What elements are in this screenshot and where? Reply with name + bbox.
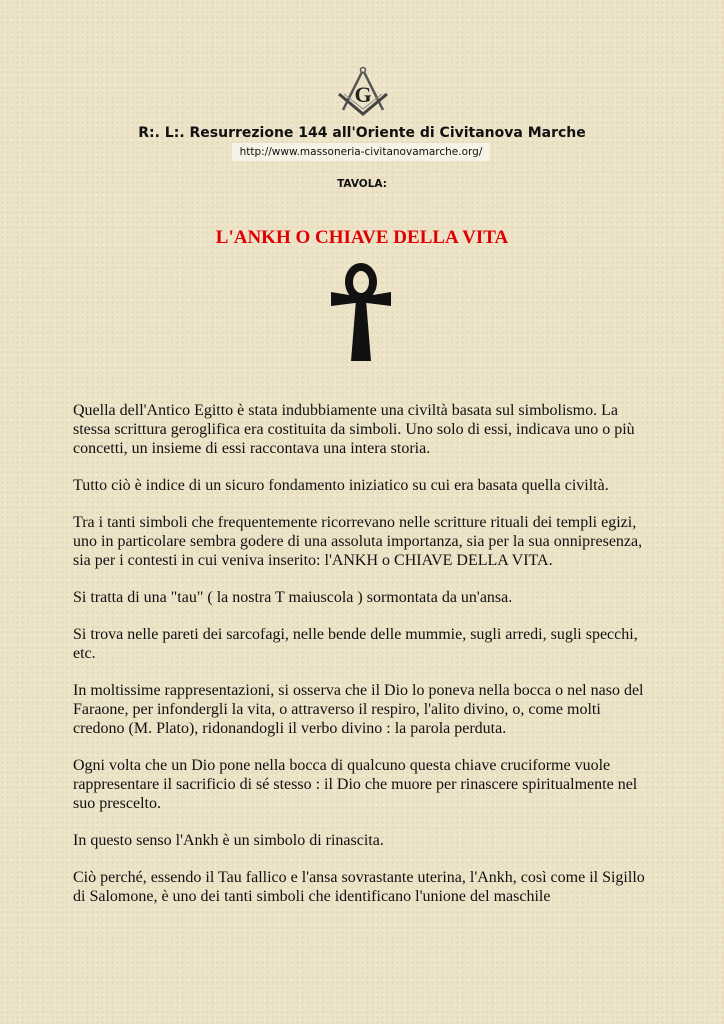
- paragraph: Si trova nelle pareti dei sarcofagi, nelle bende delle mummie, sugli arredi, sugli specchi, etc.: [73, 626, 638, 662]
- paragraph: Tra i tanti simboli che frequentemente ricorrevano nelle scritture rituali dei templi egizi, uno in particolare sembra godere di una assoluta importanza, sia per la sua onnipresenza, sia per i contesti in cui veniva inserito: l'ANKH o CHIAVE DELLA VITA.: [73, 514, 643, 569]
- paragraph: Ogni volta che un Dio pone nella bocca di qualcuno questa chiave cruciforme vuole rappresentare il sacrificio di sé stesso : il Dio che muore per rinascere spiritualmente nel suo prescelto.: [73, 757, 638, 812]
- paragraph: Quella dell'Antico Egitto è stata indubbiamente una civiltà basata sul simbolismo. La stessa scrittura geroglifica era costituita da simboli. Uno solo di essi, indicava uno o più concetti, un insieme di essi raccontava una intera storia.: [73, 402, 635, 457]
- paragraph: Ciò perché, essendo il Tau fallico e l'ansa sovrastante uterina, l'Ankh, così come il Sigillo di Salomone, è uno dei tanti simboli che identificano l'unione del maschile: [73, 869, 645, 905]
- svg-text:G: G: [354, 82, 372, 107]
- paragraph: Tutto ciò è indice di un sicuro fondamento iniziatico su cui era basata quella civiltà.: [73, 477, 609, 494]
- ankh-icon: [328, 262, 394, 362]
- paragraph: In questo senso l'Ankh è un simbolo di rinascita.: [73, 832, 384, 849]
- lodge-url-link[interactable]: http://www.massoneria-civitanovamarche.org/: [232, 143, 490, 161]
- paragraph: Si tratta di una "tau" ( la nostra T maiuscola ) sormontata da un'ansa.: [73, 589, 513, 606]
- section-label: TAVOLA:: [337, 178, 387, 190]
- square-and-compass-icon: [335, 64, 391, 120]
- lodge-name: R:. L:. Resurrezione 144 all'Oriente di Civitanova Marche: [138, 125, 586, 141]
- paragraph: In moltissime rappresentazioni, si osserva che il Dio lo poneva nella bocca o nel naso del Faraone, per infondergli la vita, o attraverso il respiro, l'alito divino, o, come molti credono (M. Plato), ridonandogli il verbo divino : la parola perduta.: [73, 682, 644, 737]
- document-title: L'ANKH O CHIAVE DELLA VITA: [215, 227, 509, 248]
- body-text: [73, 401, 651, 924]
